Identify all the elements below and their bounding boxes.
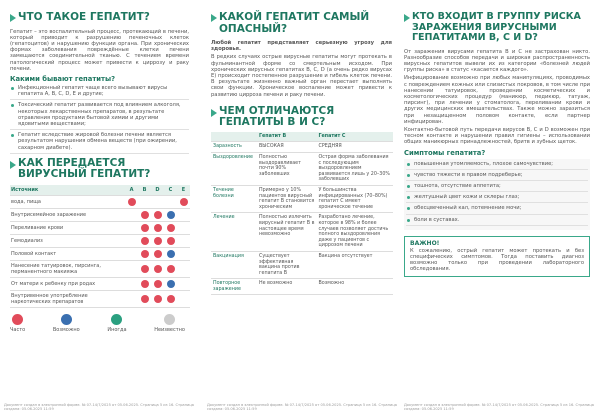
red-dot-icon bbox=[154, 250, 162, 258]
red-dot-icon bbox=[141, 211, 149, 219]
table-cell-dot bbox=[125, 221, 138, 234]
column-risk-group bbox=[402, 0, 600, 413]
table-cell-label: Течение болезни bbox=[211, 185, 257, 212]
table-cell-dot bbox=[177, 247, 190, 260]
red-dot-icon bbox=[141, 237, 149, 245]
red-dot-icon bbox=[154, 211, 162, 219]
table-cell-label: Заразность bbox=[211, 142, 257, 153]
table-cell-dot bbox=[164, 221, 177, 234]
table-header-d: D bbox=[151, 185, 164, 196]
table-cell-dot bbox=[151, 208, 164, 221]
list-item: боли в суставах. bbox=[406, 217, 588, 226]
table-header-c: C bbox=[164, 185, 177, 196]
table-cell-dot bbox=[177, 260, 190, 277]
table-cell-hep-c: СРЕДНЯЯ bbox=[316, 142, 393, 153]
table-cell-dot bbox=[138, 221, 151, 234]
table-cell-dot bbox=[151, 290, 164, 307]
table-row bbox=[10, 221, 190, 234]
list-item: чувство тяжести в правом подреберье; bbox=[406, 172, 588, 181]
table-header-source: Источник bbox=[10, 185, 125, 196]
table-cell-dot bbox=[164, 290, 177, 307]
table-row bbox=[10, 195, 190, 208]
table-cell-source: Половой контакт bbox=[10, 247, 125, 260]
intro-paragraph: Гепатит – это воспалительный процесс, протекающий в печени, который приводит к разрушению печеночных клеток (гепатоцитов) и нарушению функции органа. При хронических формах заболевания повреждённые клетки печени замещаются соединительной тканью. С течением времени патологический процесс может привести к циррозу и раку печени. bbox=[10, 28, 189, 72]
table-cell-dot bbox=[177, 234, 190, 247]
table-row bbox=[10, 290, 190, 307]
blue-dot-icon bbox=[167, 211, 175, 219]
table-cell-dot bbox=[164, 247, 177, 260]
table-cell-dot bbox=[138, 234, 151, 247]
table-row bbox=[211, 142, 393, 153]
symptoms-title: Симптомы гепатита? bbox=[404, 148, 486, 157]
table-cell-source: Внутрисемейное заражение bbox=[10, 208, 125, 221]
red-dot-icon bbox=[180, 198, 188, 206]
table-cell-source: Гемодиализ bbox=[10, 234, 125, 247]
arrow-icon bbox=[404, 14, 410, 22]
grey-dot-icon bbox=[164, 314, 175, 325]
table-cell-hep-b: Полностью выздоравливает почти 90% заболевших bbox=[257, 153, 316, 186]
table-row bbox=[10, 277, 190, 290]
red-dot-icon bbox=[154, 295, 162, 303]
column-what-is-hepatitis bbox=[0, 0, 197, 413]
table-cell-dot bbox=[151, 234, 164, 247]
table-header-b: B bbox=[138, 185, 151, 196]
table-row bbox=[10, 208, 190, 221]
red-dot-icon bbox=[12, 314, 23, 325]
table-header-row bbox=[211, 132, 393, 142]
transmission-table bbox=[10, 185, 190, 308]
red-dot-icon bbox=[167, 224, 175, 232]
table-cell-dot bbox=[138, 277, 151, 290]
table-cell-dot bbox=[177, 290, 190, 307]
table-header-e: E bbox=[177, 185, 190, 196]
table-cell-hep-b: Не возможно bbox=[257, 279, 316, 295]
red-dot-icon bbox=[141, 250, 149, 258]
types-title: Какими бывают гепатиты? bbox=[10, 74, 116, 83]
table-row bbox=[211, 251, 393, 278]
table-cell-source: вода, пища bbox=[10, 195, 125, 208]
red-dot-icon bbox=[141, 280, 149, 288]
red-dot-icon bbox=[154, 237, 162, 245]
blue-dot-icon bbox=[167, 280, 175, 288]
table-cell-label: Вакцинация bbox=[211, 251, 257, 278]
list-item: повышенная утомляемость, плохое самочувствие; bbox=[406, 161, 588, 170]
table-cell-source: Нанесение татуировок, пирсинга, перманентного макияжа bbox=[10, 260, 125, 277]
table-cell-label: Повторное заражение bbox=[211, 279, 257, 295]
important-text: К сожалению, острый гепатит может протекать и без специфических симптомов. Тогда поставить диагноз возможно только при проведении лабораторного обследования. bbox=[410, 247, 584, 273]
section-title-what-is: ЧТО ТАКОЕ ГЕПАТИТ? bbox=[18, 11, 150, 23]
table-cell-hep-c: У большинства инфицированных (70–80%) гепатит С имеет хроническое течение bbox=[316, 185, 393, 212]
table-cell-hep-c: Возможно bbox=[316, 279, 393, 295]
table-cell-dot bbox=[177, 221, 190, 234]
legend-unknown: Неизвестно bbox=[154, 314, 185, 333]
table-header-a: A bbox=[125, 185, 138, 196]
table-cell-hep-b: Примерно у 10% пациентов вирусный гепатит В становится хроническим bbox=[257, 185, 316, 212]
section-title-dangerous: КАКОЙ ГЕПАТИТ САМЫЙ ОПАСНЫЙ? bbox=[219, 11, 370, 35]
table-cell-source: От матери к ребенку при родах bbox=[10, 277, 125, 290]
table-cell-hep-b: Существует эффективная вакцина против гепатита В bbox=[257, 251, 316, 278]
table-cell-dot bbox=[138, 290, 151, 307]
compare-table bbox=[211, 132, 393, 296]
table-cell-dot bbox=[125, 195, 138, 208]
table-cell-dot bbox=[177, 195, 190, 208]
legend-possible: Возможно bbox=[53, 314, 80, 333]
section-title-transmission: КАК ПЕРЕДАЕТСЯ ВИРУСНЫЙ ГЕПАТИТ? bbox=[18, 156, 151, 181]
types-list bbox=[10, 85, 189, 154]
table-cell-dot bbox=[138, 247, 151, 260]
table-cell-source: Переливание крови bbox=[10, 221, 125, 234]
table-cell-dot bbox=[177, 277, 190, 290]
table-cell-hep-c: Разработано лечение, которое в 98% и более случаев позволяет достичь полного выздоровления даже у пациентов с циррозом печени bbox=[316, 213, 393, 252]
red-dot-icon bbox=[154, 280, 162, 288]
red-dot-icon bbox=[141, 224, 149, 232]
red-dot-icon bbox=[141, 295, 149, 303]
list-item: желтушный цвет кожи и склеры глаз; bbox=[406, 194, 588, 203]
arrow-icon bbox=[10, 161, 16, 169]
legend-sometimes: Иногда bbox=[107, 314, 126, 333]
table-cell-dot bbox=[125, 290, 138, 307]
table-cell-hep-b: ВЫСОКАЯ bbox=[257, 142, 316, 153]
table-row bbox=[10, 247, 190, 260]
red-dot-icon bbox=[167, 265, 175, 273]
table-cell-dot bbox=[125, 260, 138, 277]
table-cell-dot bbox=[164, 234, 177, 247]
table-cell-dot bbox=[164, 208, 177, 221]
red-dot-icon bbox=[154, 224, 162, 232]
table-header-hep-c: Гепатит С bbox=[316, 132, 393, 142]
table-cell-dot bbox=[164, 260, 177, 277]
table-row bbox=[211, 213, 393, 252]
column-most-dangerous bbox=[205, 0, 398, 413]
arrow-icon bbox=[10, 14, 16, 22]
table-cell-dot bbox=[125, 277, 138, 290]
document-footer: Документ создан в электронной форме. № 07-14/7/2025 от 05.06.2025. Страница 5 из 16. Страница создана: 05.06.2025 11:59 bbox=[207, 402, 397, 411]
table-cell-dot bbox=[164, 277, 177, 290]
red-dot-icon bbox=[154, 265, 162, 273]
table-cell-dot bbox=[151, 221, 164, 234]
legend bbox=[10, 314, 185, 333]
arrow-icon bbox=[211, 14, 217, 22]
table-cell-dot bbox=[164, 195, 177, 208]
blue-dot-icon bbox=[61, 314, 72, 325]
list-item: Токсический гепатит развивается под влиянием алкоголя, некоторых лекарственных препаратов, в результате отравления продуктами бытовой химии и другими ядовитыми веществами; bbox=[10, 102, 189, 130]
red-dot-icon bbox=[167, 237, 175, 245]
risk-paragraph-3: Контактно-бытовой путь передачи вирусов B, C и D возможен при тесном контакте и нарушении правил гигиены – использовании общих маникюрных принадлежностей, бритв и зубных щеток. bbox=[404, 126, 590, 146]
section-title-compare: ЧЕМ ОТЛИЧАЮТСЯ ГЕПАТИТЫ В И С? bbox=[219, 104, 335, 129]
important-title: ВАЖНО! bbox=[410, 239, 440, 247]
table-row bbox=[10, 234, 190, 247]
list-item: обесцвеченный кал, потемнение мочи; bbox=[406, 205, 588, 214]
table-cell-dot bbox=[138, 195, 151, 208]
list-item: Гепатит вследствие жировой болезни печени является результатом нарушения обмена веществ (при ожирении, сахарном диабете). bbox=[10, 132, 189, 154]
body-paragraph: В редких случаях острые вирусные гепатиты могут протекать в фульминантной форме со смертельным исходом. При хронических вирусных гепатитах B, C, D (а очень редко вирусах Е) происходит постепенное разрушение и гибель клеток печени. В результате жизненно важный орган перестает выполнять свои функции. Хроническое воспаление может привести к развитию цирроза печени и раку печени. bbox=[211, 54, 392, 98]
table-cell-dot bbox=[125, 247, 138, 260]
table-row bbox=[211, 185, 393, 212]
list-item: Инфекционный гепатит чаще всего вызывают вирусы гепатита A, B, C, D, E и другие; bbox=[10, 85, 189, 100]
table-cell-dot bbox=[151, 247, 164, 260]
table-cell-label: Выздоровление bbox=[211, 153, 257, 186]
table-row bbox=[211, 153, 393, 186]
risk-paragraph-1: От заражения вирусами гепатита В и С не застрахован никто. Разнообразие способов передачи и широкая распространенность вирусных гепатитов вывели их из категории «болезней людей группы риска» в статус «касается каждого». bbox=[404, 48, 590, 74]
table-cell-dot bbox=[177, 208, 190, 221]
symptoms-list bbox=[404, 159, 590, 230]
table-cell-dot bbox=[125, 234, 138, 247]
red-dot-icon bbox=[128, 198, 136, 206]
table-cell-hep-b: Полностью излечить вирусный гепатит В в настоящее время невозможно bbox=[257, 213, 316, 252]
document-footer: Документ создан в электронной форме. № 07-14/7/2025 от 05.06.2025. Страница 5 из 16. Страница создана: 05.06.2025 11:59 bbox=[4, 402, 194, 411]
table-row bbox=[211, 279, 393, 295]
risk-paragraph-2: Инфицирование возможно при любых манипуляциях, проводимых с повреждением кожных или слизистых покровов, в том числе при нанесении татуировок, проведении косметических и косметологических процедур (маникюр, педикюр, татуаж, пирсинг), при лечении у стоматолога, переливании крови и других медицинских вмешательствах. Также можно заразиться при незащищенном половом контакте, если партнер инфицирован. bbox=[404, 75, 590, 125]
table-cell-dot bbox=[151, 195, 164, 208]
document-footer: Документ создан в электронной форме. № 07-14/7/2025 от 05.06.2025. Страница 5 из 16. Страница создана: 05.06.2025 11:59 bbox=[404, 402, 594, 411]
important-box bbox=[404, 236, 590, 277]
lead-paragraph: Любой гепатит представляет серьезную угрозу для здоровья. bbox=[211, 40, 392, 53]
blue-dot-icon bbox=[167, 250, 175, 258]
table-cell-dot bbox=[151, 277, 164, 290]
table-header-empty bbox=[211, 132, 257, 142]
section-title-risk: КТО ВХОДИТ В ГРУППУ РИСКА ЗАРАЖЕНИЯ ВИРУСНЫМИ ГЕПАТИТАМИ В, С И D? bbox=[412, 11, 581, 43]
table-cell-source: Внутривенное употребление наркотических препаратов bbox=[10, 290, 125, 307]
table-cell-dot bbox=[138, 260, 151, 277]
table-cell-dot bbox=[151, 260, 164, 277]
table-cell-dot bbox=[138, 208, 151, 221]
table-cell-hep-c: Вакцина отсутствует bbox=[316, 251, 393, 278]
table-header-hep-b: Гепатит В bbox=[257, 132, 316, 142]
arrow-icon bbox=[211, 109, 217, 117]
table-row bbox=[10, 260, 190, 277]
table-cell-dot bbox=[125, 208, 138, 221]
table-cell-hep-c: Острая форма заболевания с последующим выздоровлением развивается лишь у 20–30% заболевших bbox=[316, 153, 393, 186]
list-item: тошнота, отсутствие аппетита; bbox=[406, 183, 588, 192]
table-cell-label: Лечение bbox=[211, 213, 257, 252]
red-dot-icon bbox=[167, 295, 175, 303]
table-header-row bbox=[10, 185, 190, 196]
legend-often: Часто bbox=[10, 314, 25, 333]
green-dot-icon bbox=[111, 314, 122, 325]
red-dot-icon bbox=[141, 265, 149, 273]
